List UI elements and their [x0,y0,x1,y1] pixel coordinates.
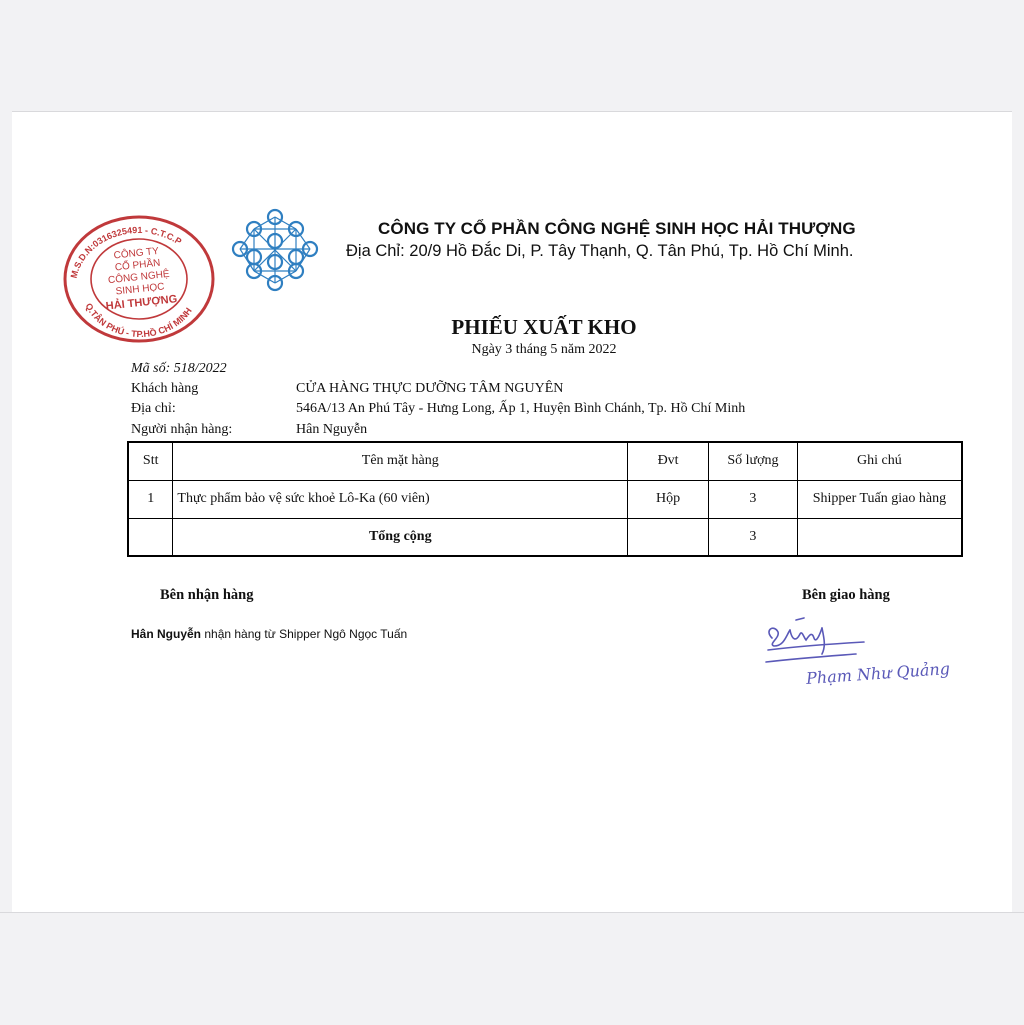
address-value: 546A/13 An Phú Tây - Hưng Long, Ấp 1, Huyện Bình Chánh, Tp. Hồ Chí Minh [296,401,746,416]
receiver-value: Hân Nguyễn [296,422,368,437]
row-quantity: 3 [708,480,797,518]
items-table [127,441,963,557]
total-unit-empty [628,518,709,556]
svg-text:SINH HỌC: SINH HỌC [115,281,165,298]
svg-text:CỔ PHẦN: CỔ PHẦN [114,257,161,274]
header-item-name: Tên mặt hàng [173,442,628,480]
svg-text:Q.TÂN PHÚ - TP.HỒ CHÍ MINH: Q.TÂN PHÚ - TP.HỒ CHÍ MINH [83,301,194,340]
table-row [128,480,962,518]
header-unit: Đvt [628,442,709,480]
receipt-note-text: nhận hàng từ Shipper Ngô Ngọc Tuấn [201,627,408,641]
customer-label: Khách hàng [131,381,199,396]
molecular-lattice-logo-icon [230,207,320,293]
right-margin [1012,111,1024,913]
receiver-label: Người nhận hàng: [131,422,233,437]
table-total-row [128,518,962,556]
receipt-note-name: Hân Nguyễn [131,627,202,641]
top-margin [0,0,1024,112]
company-name: CÔNG TY CỔ PHẦN CÔNG NGHỆ SINH HỌC HẢI THƯỢNG [378,219,856,238]
left-margin [0,111,12,913]
header-quantity: Số lượng [708,442,797,480]
document-date: Ngày 3 tháng 5 năm 2022 [471,342,617,357]
address-label: Địa chỉ: [131,401,176,416]
svg-text:CÔNG NGHỆ: CÔNG NGHỆ [107,268,171,287]
signature-name: Phạm Như Quảng [805,658,951,689]
deliverer-heading: Bên giao hàng [802,587,890,603]
customer-value: CỬA HÀNG THỰC DƯỠNG TÂM NGUYÊN [296,381,564,396]
header-stt: Stt [128,442,173,480]
svg-text:HẢI THƯỢNG: HẢI THƯỢNG [105,293,178,313]
document-code: Mã số: 518/2022 [131,361,227,376]
total-quantity: 3 [708,518,797,556]
row-unit: Hộp [628,480,709,518]
row-note: Shipper Tuấn giao hàng [797,480,962,518]
svg-text:M.S.D.N:0316325491 - C.T.C.P: M.S.D.N:0316325491 - C.T.C.P [68,224,184,280]
header-note: Ghi chú [797,442,962,480]
total-stt-empty [128,518,173,556]
company-address: Địa Chỉ: 20/9 Hồ Đắc Di, P. Tây Thạnh, Q. Tân Phú, Tp. Hồ Chí Minh. [346,242,854,260]
document-title: PHIẾU XUẤT KHO [451,315,637,339]
svg-text:CÔNG TY: CÔNG TY [113,245,160,262]
bottom-margin [0,912,1024,1025]
total-label: Tổng cộng [173,518,628,556]
table-header-row [128,442,962,480]
row-stt: 1 [128,480,173,518]
row-item-name: Thực phẩm bảo vệ sức khoẻ Lô-Ka (60 viên) [173,480,628,518]
receipt-note [131,627,407,641]
total-note-empty [797,518,962,556]
receiver-heading: Bên nhận hàng [160,587,254,603]
